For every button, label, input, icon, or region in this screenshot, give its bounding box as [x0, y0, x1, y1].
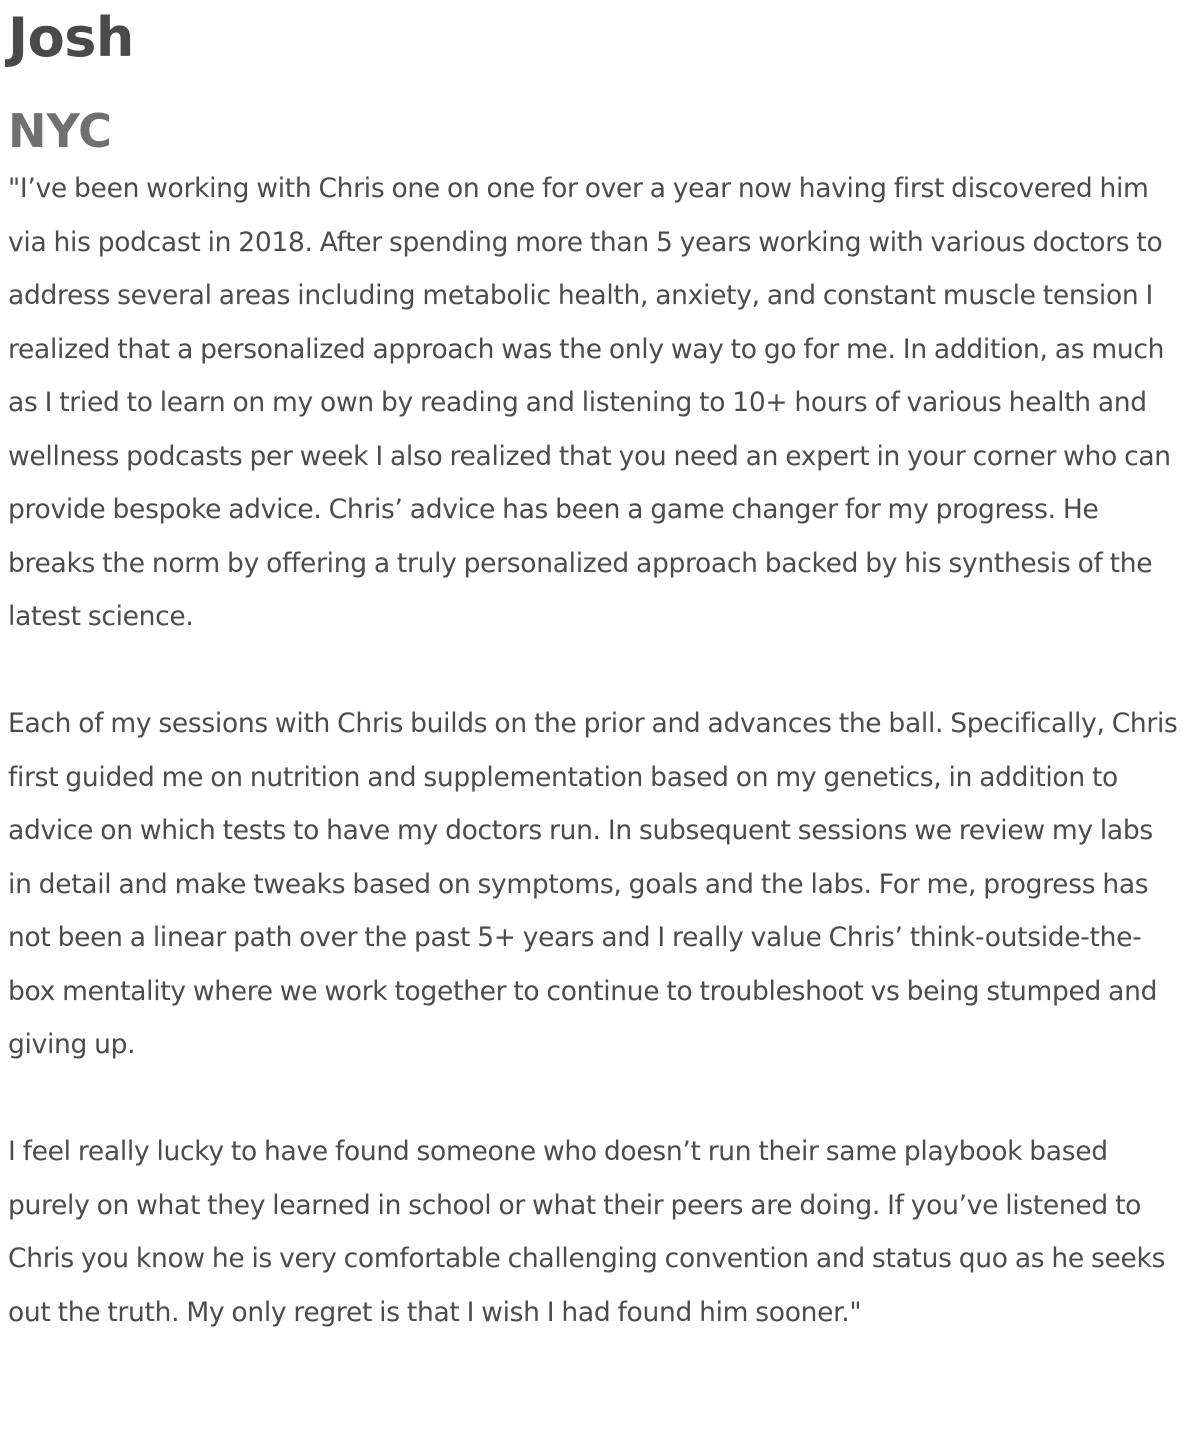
quote-paragraph-1: "I’ve been working with Chris one on one for over a year now having first discovered him via his podcast in 2018. After spending more than 5 years working with various doctors to address several areas including metabolic health, anxiety, and constant muscle tension I realized that a personalized approach was the only way to go for me. In addition, as much as I tried to learn on my own by reading and listening to 10+ hours of various health and wellness podcasts per week I also realized that you need an expert in your corner who can provide bespoke advice. Chris’ advice has been a game changer for my progress. He breaks the norm by offering a truly personalized approach backed by his synthesis of the latest science. — [8, 173, 1171, 632]
testimonial-author-location: NYC — [8, 104, 112, 158]
quote-paragraph-2: Each of my sessions with Chris builds on the prior and advances the ball. Specifically, Chris first guided me on nutrition and supplementation based on my genetics, in addition to advice on which tests to have my doctors run. In subsequent sessions we review my labs in detail and make tweaks based on symptoms, goals and the labs. For me, progress has not been a linear path over the past 5+ years and I really value Chris’ think-outside-the-box mentality where we work together to continue to troubleshoot vs being stumped and giving up. — [8, 708, 1178, 1060]
testimonial-quote — [8, 162, 1178, 1339]
testimonial-author-name: Josh — [8, 6, 134, 69]
quote-paragraph-3: I feel really lucky to have found someone who doesn’t run their same playbook based purely on what they learned in school or what their peers are doing. If you’ve listened to Chris you know he is very comfortable challenging convention and status quo as he seeks out the truth. My only regret is that I wish I had found him sooner." — [8, 1136, 1166, 1328]
